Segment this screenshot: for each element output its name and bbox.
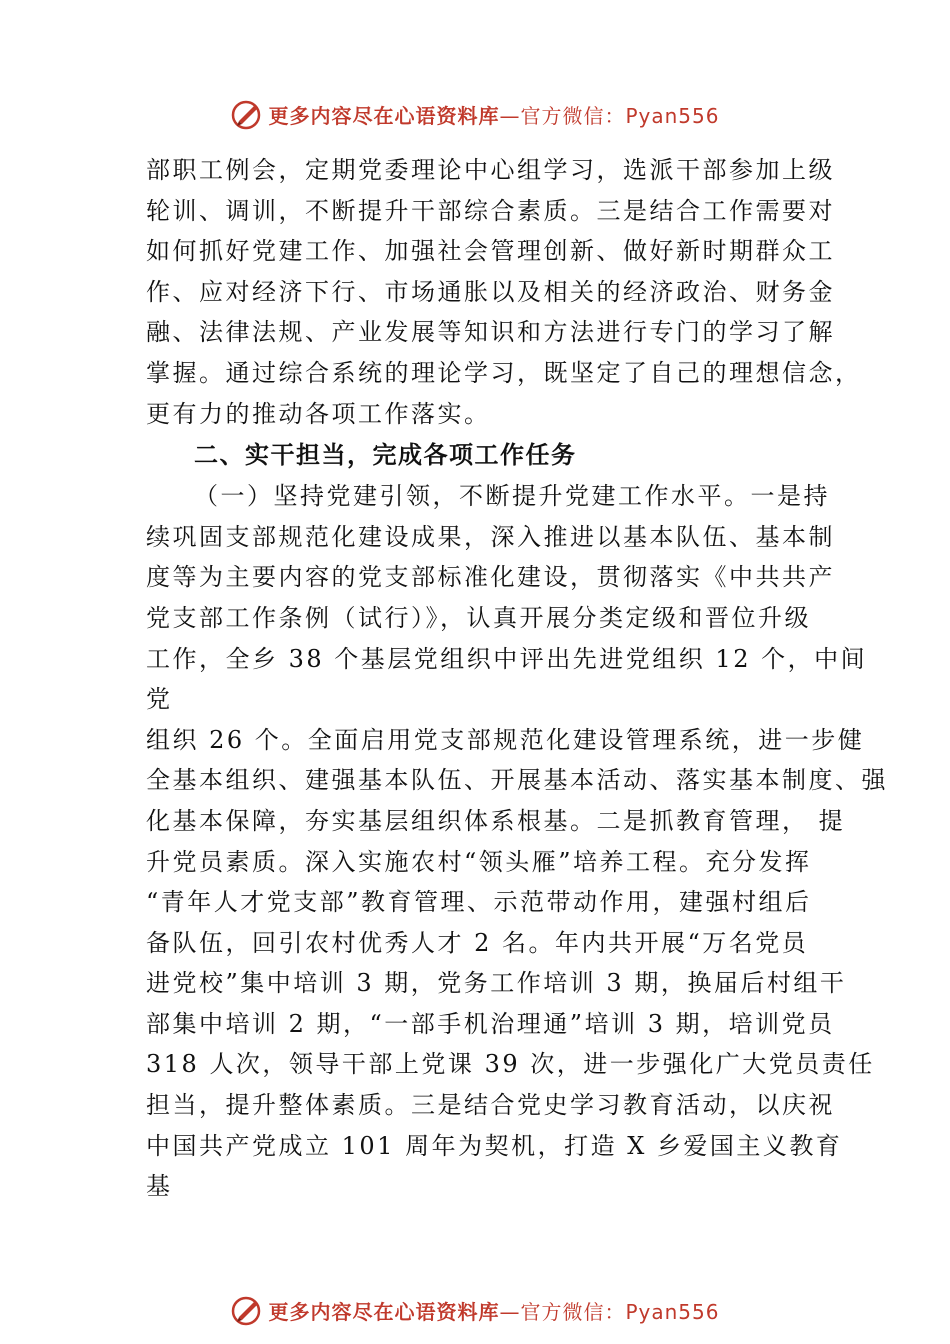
text-line: 工作，全乡 38 个基层党组织中评出先进党组织 12 个，中间 [146, 644, 868, 673]
text-line: 度等为主要内容的党支部标准化建设，贯彻落实《中共共产 [146, 563, 835, 592]
text-line: 318 人次，领导干部上党课 39 次，进一步强化广大党员责任 [146, 1050, 875, 1079]
text-line: 部集中培训 2 期，“一部手机治理通”培训 3 期，培训党员 [146, 1009, 835, 1038]
text-line: “青年人才党支部”教育管理、示范带动作用，建强村组后 [146, 888, 812, 917]
text-line: 进党校”集中培训 3 期，党务工作培训 3 期，换届后村组干 [146, 969, 847, 998]
header-watermark-banner [0, 94, 950, 134]
watermark-text: 更多内容尽在心语资料库 [268, 1299, 500, 1324]
watermark-wechat: —官方微信：Pyan556 [499, 1299, 720, 1324]
text-line: 掌握。通过综合系统的理论学习，既坚定了自己的理想信念， [146, 358, 862, 387]
text-line: 更有力的推动各项工作落实。 [146, 399, 491, 428]
watermark-text: 更多内容尽在心语资料库 [268, 103, 500, 128]
watermark-wechat: —官方微信：Pyan556 [499, 103, 720, 128]
text-line: 中国共产党成立 101 周年为契机，打造 X 乡爱国主义教育 [146, 1131, 843, 1160]
text-line: 党支部工作条例（试行）》，认真开展分类定级和晋位升级 [146, 603, 811, 632]
text-line: 党 [146, 685, 173, 714]
section-heading: 二、实干担当，完成各项工作任务 [194, 441, 577, 470]
text-line: 如何抓好党建工作、加强社会管理创新、做好新时期群众工 [146, 237, 835, 266]
paragraph-1 [146, 150, 862, 434]
text-line: 升党员素质。深入实施农村“领头雁”培养工程。充分发挥 [146, 847, 812, 876]
text-line: （一）坚持党建引领，不断提升党建工作水平。一是持 [194, 482, 830, 511]
text-line: 全基本组织、建强基本队伍、开展基本活动、落实基本制度、强 [146, 766, 888, 795]
text-line: 基 [146, 1172, 173, 1201]
text-line: 备队伍，回引农村优秀人才 2 名。年内共开展“万名党员 [146, 928, 809, 957]
text-line: 续巩固支部规范化建设成果，深入推进以基本队伍、基本制 [146, 522, 835, 551]
text-line: 组织 26 个。全面启用党支部规范化建设管理系统，进一步健 [146, 725, 865, 754]
text-line: 化基本保障，夯实基层组织体系根基。二是抓教育管理， 提 [146, 806, 846, 835]
pen-logo-icon [230, 1293, 264, 1327]
text-line: 作、应对经济下行、市场通胀以及相关的经济政治、财务金 [146, 277, 835, 306]
text-line: 融、法律法规、产业发展等知识和方法进行专门的学习了解 [146, 318, 835, 347]
pen-logo-icon [230, 97, 264, 131]
text-line: 部职工例会，定期党委理论中心组学习，选派干部参加上级 [146, 156, 835, 184]
text-line: 担当，提升整体素质。三是结合党史学习教育活动，以庆祝 [146, 1091, 835, 1120]
document-body [146, 150, 888, 1207]
footer-watermark-banner [0, 1290, 950, 1330]
paragraph-2 [146, 476, 888, 1207]
text-line: 轮训、调训，不断提升干部综合素质。三是结合工作需要对 [146, 196, 835, 225]
